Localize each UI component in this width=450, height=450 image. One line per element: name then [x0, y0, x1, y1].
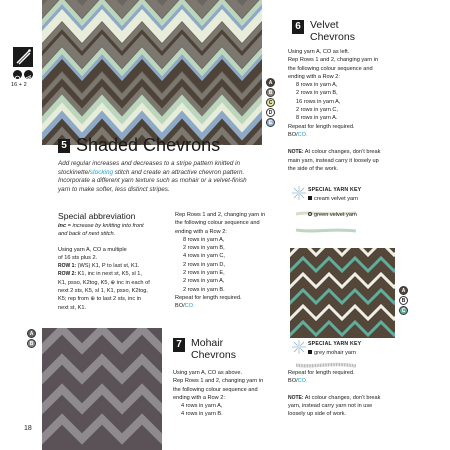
yarn-swirl-icon: [292, 340, 306, 354]
yarn-chip-c: C: [399, 306, 408, 315]
cream-velvet-yarn-strand: [296, 204, 356, 211]
yarn-b-square-icon: [308, 196, 312, 200]
velvet-chevrons-knit-image: [290, 248, 395, 338]
section7-end: Repeat for length required. BO/CO. NOTE: At colour changes, don’t break yarn, instead carry yarn not in use loosely up side of work.: [288, 370, 381, 418]
yarn-chip-a: A: [266, 78, 275, 87]
page-number: 18: [24, 425, 32, 432]
section-number-6: 6: [292, 20, 304, 34]
knitting-needles-icon: [13, 47, 33, 67]
needle-size-icon: [13, 70, 22, 79]
swatch-shaded-chevrons: [42, 0, 262, 145]
section-title-shaded-chevrons: Shaded Chevrons: [76, 135, 221, 155]
swatch7-yarn-markers: [27, 329, 36, 348]
special-yarn-key-heading: SPECIAL YARN KEY: [308, 187, 362, 193]
section6-instructions: Using yarn A, CO as left. Rep Rows 1 and 2, changing yarn in the following colour sequence and ending with a Row 2: 8 rows in yarn A, 2 rows in yarn B, 16 rows in yarn A, 2 rows in yarn C, 8 rows in yarn A. Repeat for length required. BO/CO. NOTE: At colour changes, don’t break main yarn, instead carry it loosely up the side of the work.: [288, 49, 381, 172]
yarn-weight-icon: [24, 70, 33, 79]
yarn-chip-a: A: [27, 329, 36, 338]
section-title-velvet-chevrons: Velvet Chevrons: [310, 19, 355, 43]
yarn-chip-b: B: [399, 296, 408, 305]
section5-intro: Add regular increases and decreases to a stripe pattern knitted in stockinette/stocking stitch and create an attractive chevron pattern. Incorporate a different yarn texture such as mohair or a velvet-finish yarn to make softer, less distinct stripes.: [58, 160, 247, 194]
yarn-chip-b: B: [27, 339, 36, 348]
yarn-key-b: cream velvet yarn: [308, 196, 358, 202]
yarn-chip-e: E: [266, 118, 275, 127]
yarn-chip-d: D: [266, 108, 275, 117]
yarn-c-circle-icon: [308, 212, 312, 216]
swatch-velvet-chevrons: [290, 248, 395, 338]
yarn-chip-c: C: [266, 98, 275, 107]
section-title-mohair-chevrons: Mohair Chevrons: [191, 337, 236, 361]
section5-middle-column: Rep Rows 1 and 2, changing yarn in the following colour sequence and ending with a Row 2: 8 rows in yarn A, 2 rows in yarn B, 4 rows in yarn C, 2 rows in yarn D, 2 rows in yarn E, 2 rows in yarn A, 2 rows in yarn B. Repeat for length required. BO/CO.: [175, 212, 266, 310]
section5-left-column: Special abbreviation inc = increase by knitting into front and back of next stitch. Using yarn A, CO a multiple of 16 sts plus 2. ROW 1: (WS) K1, P to last st, K1. ROW 2: K1, inc in next st, K5, sl 1, K1, psso, K2tog, K5, ⊕ inc in each of next 2 sts, K5, sl 1, K1, psso, K2tog, K5; rep from ⊕ to last 2 sts, inc in next st, K1.: [58, 211, 168, 312]
special-yarn-key-heading: SPECIAL YARN KEY: [308, 341, 362, 347]
shaded-chevrons-knit-image: [42, 0, 262, 145]
stitch-multiple: 16 + 2: [11, 82, 27, 88]
yarn-chip-b: B: [266, 88, 275, 97]
yarn-key-b: grey mohair yarn: [308, 350, 356, 356]
abbreviation-heading: Special abbreviation: [58, 211, 136, 221]
swatch5-yarn-markers: [266, 78, 275, 127]
swatch-mohair-chevrons: [42, 328, 162, 450]
yarn-swirl-icon: [292, 186, 306, 200]
grey-mohair-yarn-strand: [296, 356, 356, 364]
green-velvet-yarn-strand: [296, 221, 356, 228]
mohair-chevrons-knit-image: [42, 328, 162, 450]
section-number-5: 5: [58, 139, 70, 153]
section-number-7: 7: [173, 338, 185, 352]
yarn-chip-a: A: [399, 286, 408, 295]
swatch6-yarn-markers: [399, 286, 408, 315]
yarn-key-c: green velvet yarn: [308, 212, 357, 218]
yarn-b-square-icon: [308, 350, 312, 354]
section7-instructions: Using yarn A, CO as above. Rep Rows 1 and 2, changing yarn in the following colour sequence and ending with a Row 2: 4 rows in yarn A, 4 rows in yarn B.: [173, 370, 264, 418]
